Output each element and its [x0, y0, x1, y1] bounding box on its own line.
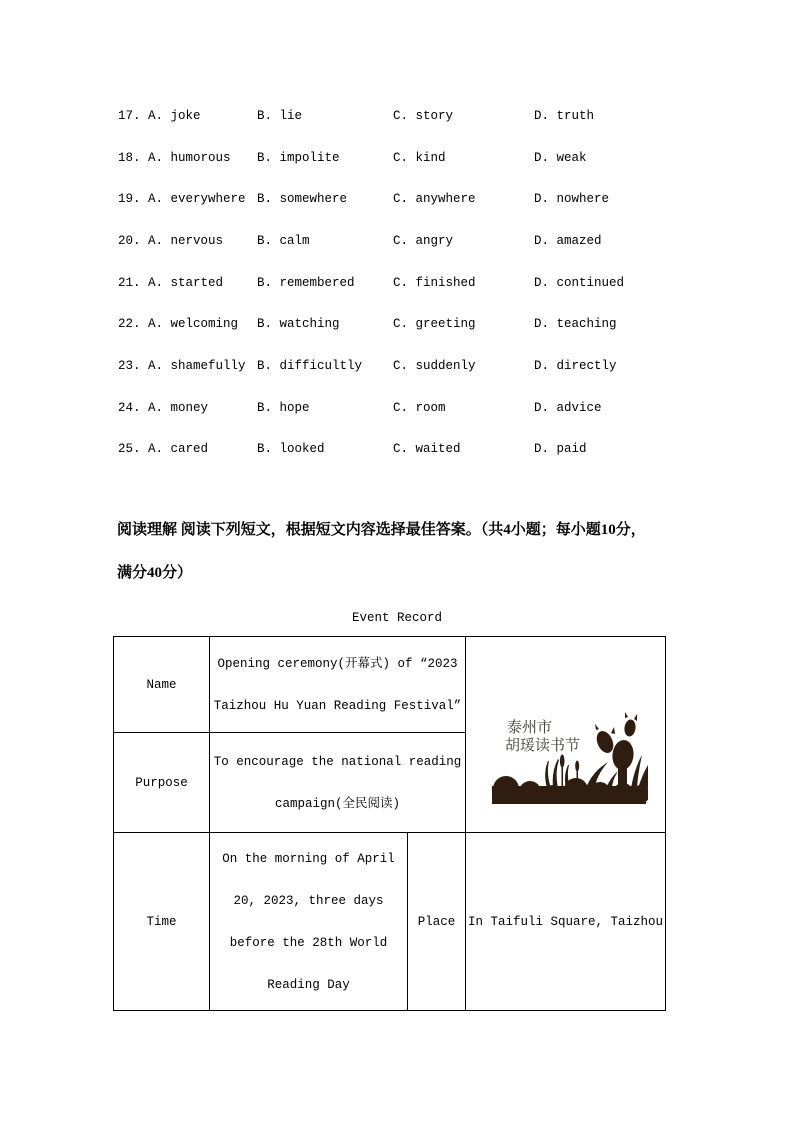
row-label-purpose: Purpose	[114, 733, 210, 833]
time-line-3: before the 28th World	[229, 935, 388, 950]
option-b: B. difficultly	[257, 358, 363, 373]
time-value-cell	[210, 833, 408, 1011]
purpose-value-cell	[210, 733, 466, 833]
row-label-time: Time	[114, 833, 210, 1011]
question-number: 20.	[118, 233, 141, 248]
instruction-line-1: 阅读理解 阅读下列短文，根据短文内容选择最佳答案。（共4小题；每小题10分，	[117, 522, 646, 538]
option-b: B. somewhere	[257, 192, 348, 207]
option-b: B. impolite	[257, 150, 340, 165]
question-row-20	[118, 220, 718, 262]
option-b: B. watching	[257, 317, 340, 332]
purpose-line-1: To encourage the national reading	[213, 754, 462, 769]
question-row-18	[118, 137, 718, 179]
question-20-col-a	[118, 234, 257, 248]
festival-logo-image	[490, 695, 648, 805]
name-value-cell	[210, 637, 466, 733]
name-line-2: Taizhou Hu Yuan Reading Festival”	[213, 698, 462, 713]
option-a: A. humorous	[148, 150, 231, 165]
row-label-name: Name	[114, 637, 210, 733]
table-title: Event Record	[351, 611, 442, 625]
question-number: 25.	[118, 442, 141, 457]
question-24-col-a	[118, 401, 257, 415]
option-a: A. nervous	[148, 233, 224, 248]
question-17-col-a	[118, 109, 257, 123]
question-number: 23.	[118, 358, 141, 373]
option-a: A. cared	[148, 442, 209, 457]
option-a: A. started	[148, 275, 224, 290]
question-23-col-a	[118, 359, 257, 373]
festival-logo-svg	[490, 695, 648, 805]
question-row-17	[118, 95, 718, 137]
logo-caption-line1: 泰州市	[507, 720, 553, 736]
option-c: C. suddenly	[393, 358, 476, 373]
option-d: D. advice	[534, 400, 602, 415]
question-row-25	[118, 429, 718, 471]
option-c: C. story	[393, 108, 454, 123]
option-c: C. kind	[393, 150, 446, 165]
option-d: D. continued	[534, 275, 625, 290]
option-c: C. room	[393, 400, 446, 415]
purpose-line-2: campaign(全民阅读)	[275, 796, 401, 811]
option-b: B. calm	[257, 233, 310, 248]
festival-logo-cell	[466, 637, 666, 833]
option-c: C. finished	[393, 275, 476, 290]
question-number: 24.	[118, 400, 141, 415]
question-number: 21.	[118, 275, 141, 290]
question-22-col-a	[118, 317, 257, 331]
place-value-cell	[466, 833, 666, 1011]
logo-caption-line2: 胡瑗读书节	[505, 738, 581, 754]
section-instruction	[117, 509, 717, 594]
place-value: In Taifuli Square, Taizhou	[467, 914, 664, 929]
option-a: A. everywhere	[148, 192, 246, 207]
table-row-time-place	[114, 833, 666, 1011]
option-d: D. truth	[534, 108, 595, 123]
option-c: C. anywhere	[393, 192, 476, 207]
option-a: A. shamefully	[148, 358, 246, 373]
table-row-name	[114, 637, 666, 733]
cloze-options-block	[118, 95, 718, 470]
question-19-col-a	[118, 192, 257, 206]
option-a: A. welcoming	[148, 317, 239, 332]
option-b: B. hope	[257, 400, 310, 415]
question-25-col-a	[118, 442, 257, 456]
question-row-24	[118, 387, 718, 429]
option-d: D. teaching	[534, 317, 617, 332]
name-line-1: Opening ceremony(开幕式) of “2023	[217, 656, 458, 671]
question-number: 22.	[118, 317, 141, 332]
question-row-23	[118, 345, 718, 387]
option-d: D. paid	[534, 442, 587, 457]
option-d: D. directly	[534, 358, 617, 373]
time-line-1: On the morning of April	[222, 851, 395, 866]
time-line-2: 20, 2023, three days	[233, 893, 384, 908]
question-18-col-a	[118, 151, 257, 165]
question-row-19	[118, 178, 718, 220]
time-line-4: Reading Day	[267, 977, 350, 992]
option-c: C. waited	[393, 442, 461, 457]
row-label-place: Place	[408, 833, 466, 1011]
option-b: B. looked	[257, 442, 325, 457]
option-b: B. lie	[257, 108, 303, 123]
instruction-line-2: 满分40分）	[117, 564, 193, 581]
question-number: 18.	[118, 150, 141, 165]
option-b: B. remembered	[257, 275, 355, 290]
option-d: D. amazed	[534, 233, 602, 248]
question-row-21	[118, 262, 718, 304]
option-a: A. money	[148, 400, 209, 415]
question-number: 19.	[118, 192, 141, 207]
event-record-table	[113, 636, 666, 1011]
option-c: C. angry	[393, 233, 454, 248]
option-c: C. greeting	[393, 317, 476, 332]
option-d: D. nowhere	[534, 192, 610, 207]
option-d: D. weak	[534, 150, 587, 165]
question-number: 17.	[118, 108, 141, 123]
option-a: A. joke	[148, 108, 201, 123]
question-21-col-a	[118, 276, 257, 290]
question-row-22	[118, 303, 718, 345]
